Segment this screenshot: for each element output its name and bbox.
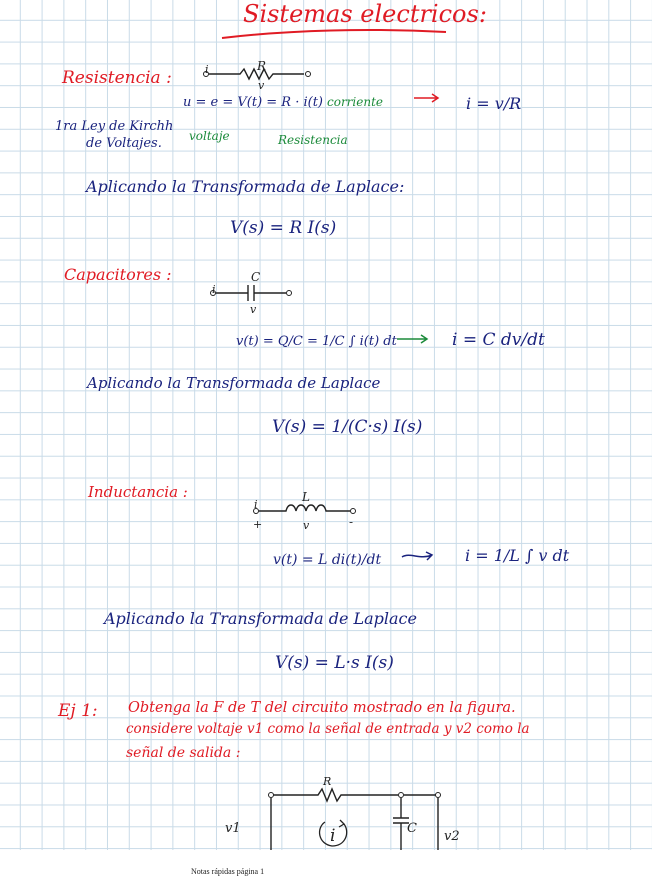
inductancia-aplicando: Aplicando la Transformada de Laplace [104,609,417,628]
capacitor-heading: Capacitores : [64,265,172,284]
resistencia-equation: u = e = V(t) = R · i(t) [183,95,324,110]
capacitor-label-C: C [251,270,261,284]
voltaje-note: voltaje [189,129,230,143]
resistencia-note: Resistencia [278,133,348,147]
capacitor-label-i: i [212,283,216,296]
footer-bar [0,850,652,878]
inductancia-result: i = 1/L ∫ v dt [465,546,570,565]
page-title: Sistemas electricos: [243,0,487,28]
capacitor-label-v: v [250,303,257,316]
title-underline [220,28,450,42]
resistencia-result: i = v/R [466,94,522,113]
rc-label-C: C [407,821,417,836]
arrow-icon [395,333,431,345]
resistor-label-i: i [205,63,209,76]
resistencia-laplace: V(s) = R I(s) [230,218,337,238]
rc-label-v1: v1 [225,821,241,836]
inductor-label-v: v [303,519,310,532]
rc-circuit-diagram [220,780,460,855]
capacitor-laplace: V(s) = 1/(C·s) I(s) [272,417,423,437]
capacitor-result: i = C dv/dt [452,330,545,350]
capacitor-aplicando: Aplicando la Transformada de Laplace [87,374,381,392]
inductor-minus: - [349,515,354,529]
resistor-label-v: v [258,79,265,92]
rc-label-v2: v2 [444,829,460,844]
ejercicio-line3: señal de salida : [126,745,241,761]
rc-label-R: R [323,775,332,788]
resistor-label-R: R [257,59,267,73]
footer-text: Notas rápidas página 1 [191,867,265,876]
arrow-icon [412,92,442,104]
ejercicio-line2: considere voltaje v1 como la señal de entrada y v2 como la [126,721,530,737]
arrow-icon [400,550,436,562]
inductor-label-i: i [254,498,258,511]
inductancia-heading: Inductancia : [88,483,188,501]
ley-voltajes: de Voltajes. [86,136,162,151]
ejercicio-label: Ej 1: [58,701,98,721]
inductor-plus: + [253,518,263,531]
ley-kirchhoff: 1ra Ley de Kirchh [55,119,174,134]
capacitor-equation: v(t) = Q/C = 1/C ∫ i(t) dt [236,334,397,349]
ejercicio-line1: Obtenga la F de T del circuito mostrado en la figura. [128,700,516,716]
resistencia-aplicando: Aplicando la Transformada de Laplace: [86,177,405,196]
rc-label-i: i [330,826,336,846]
inductor-label-L: L [302,490,310,504]
inductancia-equation: v(t) = L di(t)/dt [273,552,382,568]
corriente-note: corriente [327,95,384,109]
resistencia-heading: Resistencia : [62,68,172,88]
inductancia-laplace: V(s) = L·s I(s) [275,653,394,673]
